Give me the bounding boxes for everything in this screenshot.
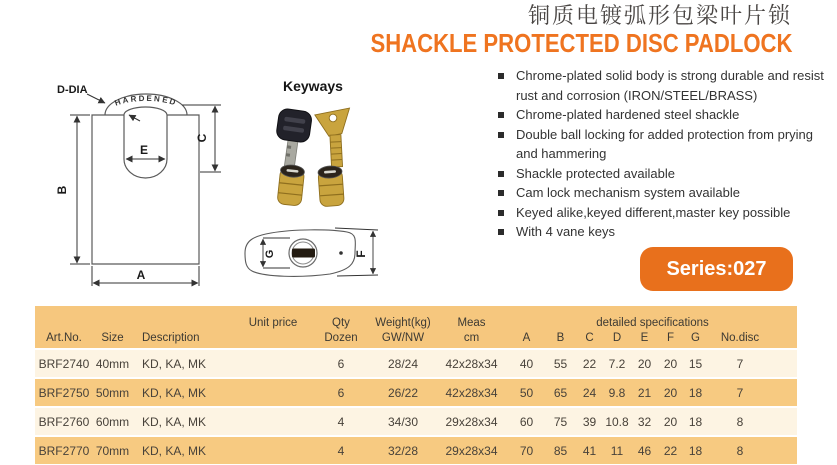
cell-description: KD, KA, MK bbox=[142, 443, 207, 458]
cell-spec-f: 20 bbox=[663, 414, 678, 429]
padlock-diagram bbox=[30, 72, 400, 292]
header-unit-price: Unit price bbox=[248, 317, 298, 329]
hardened-label: HARDENED bbox=[113, 93, 179, 108]
header-dozen: Dozen bbox=[324, 332, 358, 344]
cylinder-photo-1 bbox=[277, 164, 305, 206]
dim-label-e: E bbox=[139, 143, 149, 157]
header-cm: cm bbox=[463, 332, 480, 344]
cell-qty: 4 bbox=[337, 443, 345, 458]
cell-size: 40mm bbox=[95, 356, 130, 371]
cell-description: KD, KA, MK bbox=[142, 385, 207, 400]
cell-spec-a: 40 bbox=[519, 356, 534, 371]
keyways-title: Keyways bbox=[283, 78, 343, 94]
series-badge-label: Series:027 bbox=[666, 257, 767, 280]
cell-qty: 6 bbox=[337, 385, 345, 400]
dim-b-lines bbox=[70, 115, 90, 264]
cell-spec-e: 46 bbox=[637, 443, 652, 458]
dim-label-d-dia: D-DIA bbox=[57, 84, 88, 96]
feature-item bbox=[498, 164, 836, 184]
chinese-title: 铜质电镀弧形包梁叶片锁 bbox=[527, 3, 792, 28]
cell-art-no: BRF2760 bbox=[38, 414, 90, 429]
feature-text: With 4 vane keys bbox=[516, 224, 615, 239]
cell-spec-d: 7.2 bbox=[608, 356, 626, 371]
cell-meas: 42x28x34 bbox=[445, 385, 498, 400]
cell-meas: 42x28x34 bbox=[445, 356, 498, 371]
cell-spec-b: 65 bbox=[553, 385, 568, 400]
cell-spec-a: 50 bbox=[519, 385, 534, 400]
cell-spec-g: 18 bbox=[688, 385, 703, 400]
cell-spec-c: 24 bbox=[582, 385, 597, 400]
series-badge bbox=[640, 247, 793, 291]
key-photo-brass bbox=[315, 108, 353, 168]
keyway-photos bbox=[272, 108, 353, 207]
bullet-square-icon bbox=[498, 171, 504, 177]
cell-size: 60mm bbox=[95, 414, 130, 429]
feature-item bbox=[498, 222, 836, 242]
feature-item bbox=[498, 183, 836, 203]
feature-text: Keyed alike,keyed different,master key possible bbox=[516, 204, 791, 220]
bullet-square-icon bbox=[498, 210, 504, 216]
cell-spec-c: 22 bbox=[582, 356, 597, 371]
feature-item bbox=[498, 105, 836, 125]
spec-table bbox=[35, 306, 797, 464]
padlock-side-view bbox=[245, 228, 378, 276]
cell-art-no: BRF2750 bbox=[38, 385, 90, 400]
page-title: SHACKLE PROTECTED DISC PADLOCK bbox=[370, 28, 792, 58]
padlock-body-outline bbox=[92, 94, 199, 264]
cell-spec-e: 21 bbox=[637, 385, 652, 400]
cell-weight: 26/22 bbox=[387, 385, 419, 400]
pin-dot bbox=[339, 251, 343, 255]
cell-size: 70mm bbox=[95, 443, 130, 458]
cell-spec-d: 11 bbox=[610, 443, 624, 458]
table-header-row bbox=[35, 306, 797, 348]
cell-spec-d: 9.8 bbox=[608, 385, 626, 400]
cell-art-no: BRF2740 bbox=[38, 356, 90, 371]
cell-description: KD, KA, MK bbox=[142, 414, 207, 429]
cell-weight: 34/30 bbox=[387, 414, 419, 429]
feature-text: Chrome-plated hardened steel shackle bbox=[516, 107, 740, 122]
cell-weight: 28/24 bbox=[387, 356, 419, 371]
cell-spec-d: 10.8 bbox=[605, 414, 629, 429]
cell-art-no: BRF2770 bbox=[38, 443, 90, 458]
bullet-square-icon bbox=[498, 190, 504, 196]
cell-no-disc: 8 bbox=[736, 443, 744, 458]
header-qty: Qty bbox=[332, 317, 350, 329]
inner-shackle-arrow bbox=[129, 115, 140, 121]
cell-no-disc: 7 bbox=[736, 356, 744, 371]
cell-spec-g: 15 bbox=[688, 356, 703, 371]
cylinder-photo-2 bbox=[318, 165, 345, 207]
cell-meas: 29x28x34 bbox=[445, 443, 498, 458]
dim-label-g: G bbox=[264, 249, 276, 259]
header-size: Size bbox=[101, 332, 124, 344]
cell-spec-g: 18 bbox=[688, 443, 703, 458]
cell-spec-g: 18 bbox=[688, 414, 703, 429]
cell-spec-f: 20 bbox=[663, 385, 678, 400]
page-header bbox=[296, 3, 792, 57]
dim-label-a: A bbox=[136, 268, 146, 282]
cell-qty: 4 bbox=[337, 414, 345, 429]
bullet-square-icon bbox=[498, 229, 504, 235]
header-spec-a: A bbox=[522, 332, 531, 344]
header-spec-b: B bbox=[556, 332, 565, 344]
dim-label-f: F bbox=[354, 250, 368, 258]
header-gwnw: GW/NW bbox=[381, 332, 425, 344]
shackle-inner-arc bbox=[124, 107, 167, 115]
cell-qty: 6 bbox=[337, 356, 345, 371]
feature-list bbox=[498, 66, 836, 242]
cell-spec-b: 85 bbox=[553, 443, 568, 458]
cell-size: 50mm bbox=[95, 385, 130, 400]
bullet-square-icon bbox=[498, 132, 504, 138]
header-spec-e: E bbox=[640, 332, 649, 344]
table-row bbox=[35, 408, 797, 435]
table-row bbox=[35, 379, 797, 406]
cell-description: KD, KA, MK bbox=[142, 356, 207, 371]
cell-spec-f: 20 bbox=[663, 356, 678, 371]
feature-item bbox=[498, 66, 836, 105]
cell-spec-a: 70 bbox=[519, 443, 534, 458]
cell-spec-b: 75 bbox=[553, 414, 568, 429]
feature-text: Cam lock mechanism system available bbox=[516, 185, 740, 200]
feature-text: Double ball locking for added protection from prying and hammering bbox=[516, 126, 814, 161]
cell-meas: 29x28x34 bbox=[445, 414, 498, 429]
cell-no-disc: 7 bbox=[736, 385, 744, 400]
cell-weight: 32/28 bbox=[387, 443, 419, 458]
key-photo-black bbox=[272, 108, 313, 170]
feature-item bbox=[498, 203, 836, 223]
cell-no-disc: 8 bbox=[736, 414, 744, 429]
dim-label-b: B bbox=[55, 185, 69, 195]
header-meas: Meas bbox=[457, 317, 486, 329]
header-detailed-specs: detailed specifications bbox=[596, 317, 709, 329]
header-spec-c: C bbox=[585, 332, 594, 344]
feature-item bbox=[498, 125, 836, 164]
table-row bbox=[35, 437, 797, 464]
cell-spec-c: 41 bbox=[582, 443, 597, 458]
cell-spec-e: 20 bbox=[637, 356, 652, 371]
keyhole-slot bbox=[292, 249, 315, 258]
header-weight: Weight(kg) bbox=[375, 317, 431, 329]
table-row bbox=[35, 350, 797, 377]
header-art-no: Art.No. bbox=[46, 332, 82, 344]
header-spec-d: D bbox=[612, 332, 622, 344]
header-no-disc: No.disc bbox=[720, 332, 760, 344]
cell-spec-e: 32 bbox=[637, 414, 652, 429]
dim-label-c: C bbox=[195, 133, 209, 143]
dim-a-lines bbox=[92, 266, 199, 286]
cell-spec-c: 39 bbox=[582, 414, 597, 429]
cell-spec-b: 55 bbox=[553, 356, 568, 371]
bullet-square-icon bbox=[498, 112, 504, 118]
header-description: Description bbox=[142, 332, 200, 344]
feature-text: Shackle protected available bbox=[516, 165, 675, 181]
cell-spec-f: 22 bbox=[663, 443, 678, 458]
bullet-square-icon bbox=[498, 73, 504, 79]
header-spec-f: F bbox=[666, 332, 675, 344]
d-dia-arrow bbox=[87, 94, 105, 103]
feature-text: Chrome-plated solid body is strong durable and resist rust and corrosion (IRON/STEEL/BRASS) bbox=[516, 68, 824, 103]
cell-spec-a: 60 bbox=[519, 414, 534, 429]
header-spec-g: G bbox=[691, 332, 700, 344]
